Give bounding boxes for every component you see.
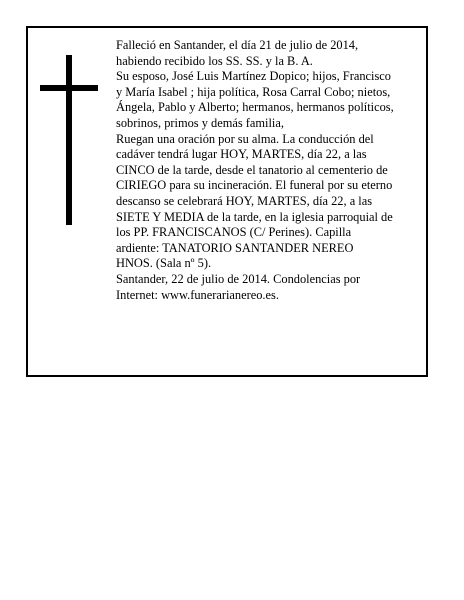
cross-horizontal-bar — [40, 85, 98, 91]
cross-vertical-bar — [66, 55, 72, 225]
obituary-line: descanso se celebrará HOY, MARTES, día 22, a las — [116, 193, 373, 208]
obituary-line: Su esposo, José Luis Martínez Dopico; hijos, Francisco — [116, 69, 391, 84]
obituary-line: cadáver tendrá lugar HOY, MARTES, día 22, a las — [116, 147, 367, 162]
latin-cross-icon — [40, 55, 98, 225]
obituary-line: y María Isabel ; hija política, Rosa Carral Cobo; nietos, — [116, 84, 391, 99]
obituary-line: CIRIEGO para su incineración. El funeral por su eterno — [116, 178, 393, 193]
obituary-notice-frame — [26, 26, 428, 377]
obituary-line: HNOS. (Sala nº 5). — [116, 256, 212, 271]
obituary-line: Internet: www.funerarianereo.es. — [116, 287, 279, 302]
obituary-line: ardiente: TANATORIO SANTANDER NEREO — [116, 240, 354, 255]
obituary-line: sobrinos, primos y demás familia, — [116, 115, 284, 130]
obituary-line: Ruegan una oración por su alma. La conducción del — [116, 131, 374, 146]
obituary-line: Santander, 22 de julio de 2014. Condolencias por — [116, 271, 361, 286]
obituary-text — [116, 38, 426, 303]
obituary-line: Falleció en Santander, el día 21 de julio de 2014, — [116, 38, 359, 52]
obituary-line: Ángela, Pablo y Alberto; hermanos, hermanos políticos, — [116, 100, 394, 115]
obituary-line: los PP. FRANCISCANOS (C/ Perines). Capilla — [116, 225, 352, 240]
obituary-line: CINCO de la tarde, desde el tanatorio al cementerio de — [116, 162, 388, 177]
obituary-line: SIETE Y MEDIA de la tarde, en la iglesia parroquial de — [116, 209, 393, 224]
obituary-line: habiendo recibido los SS. SS. y la B. A. — [116, 53, 313, 68]
